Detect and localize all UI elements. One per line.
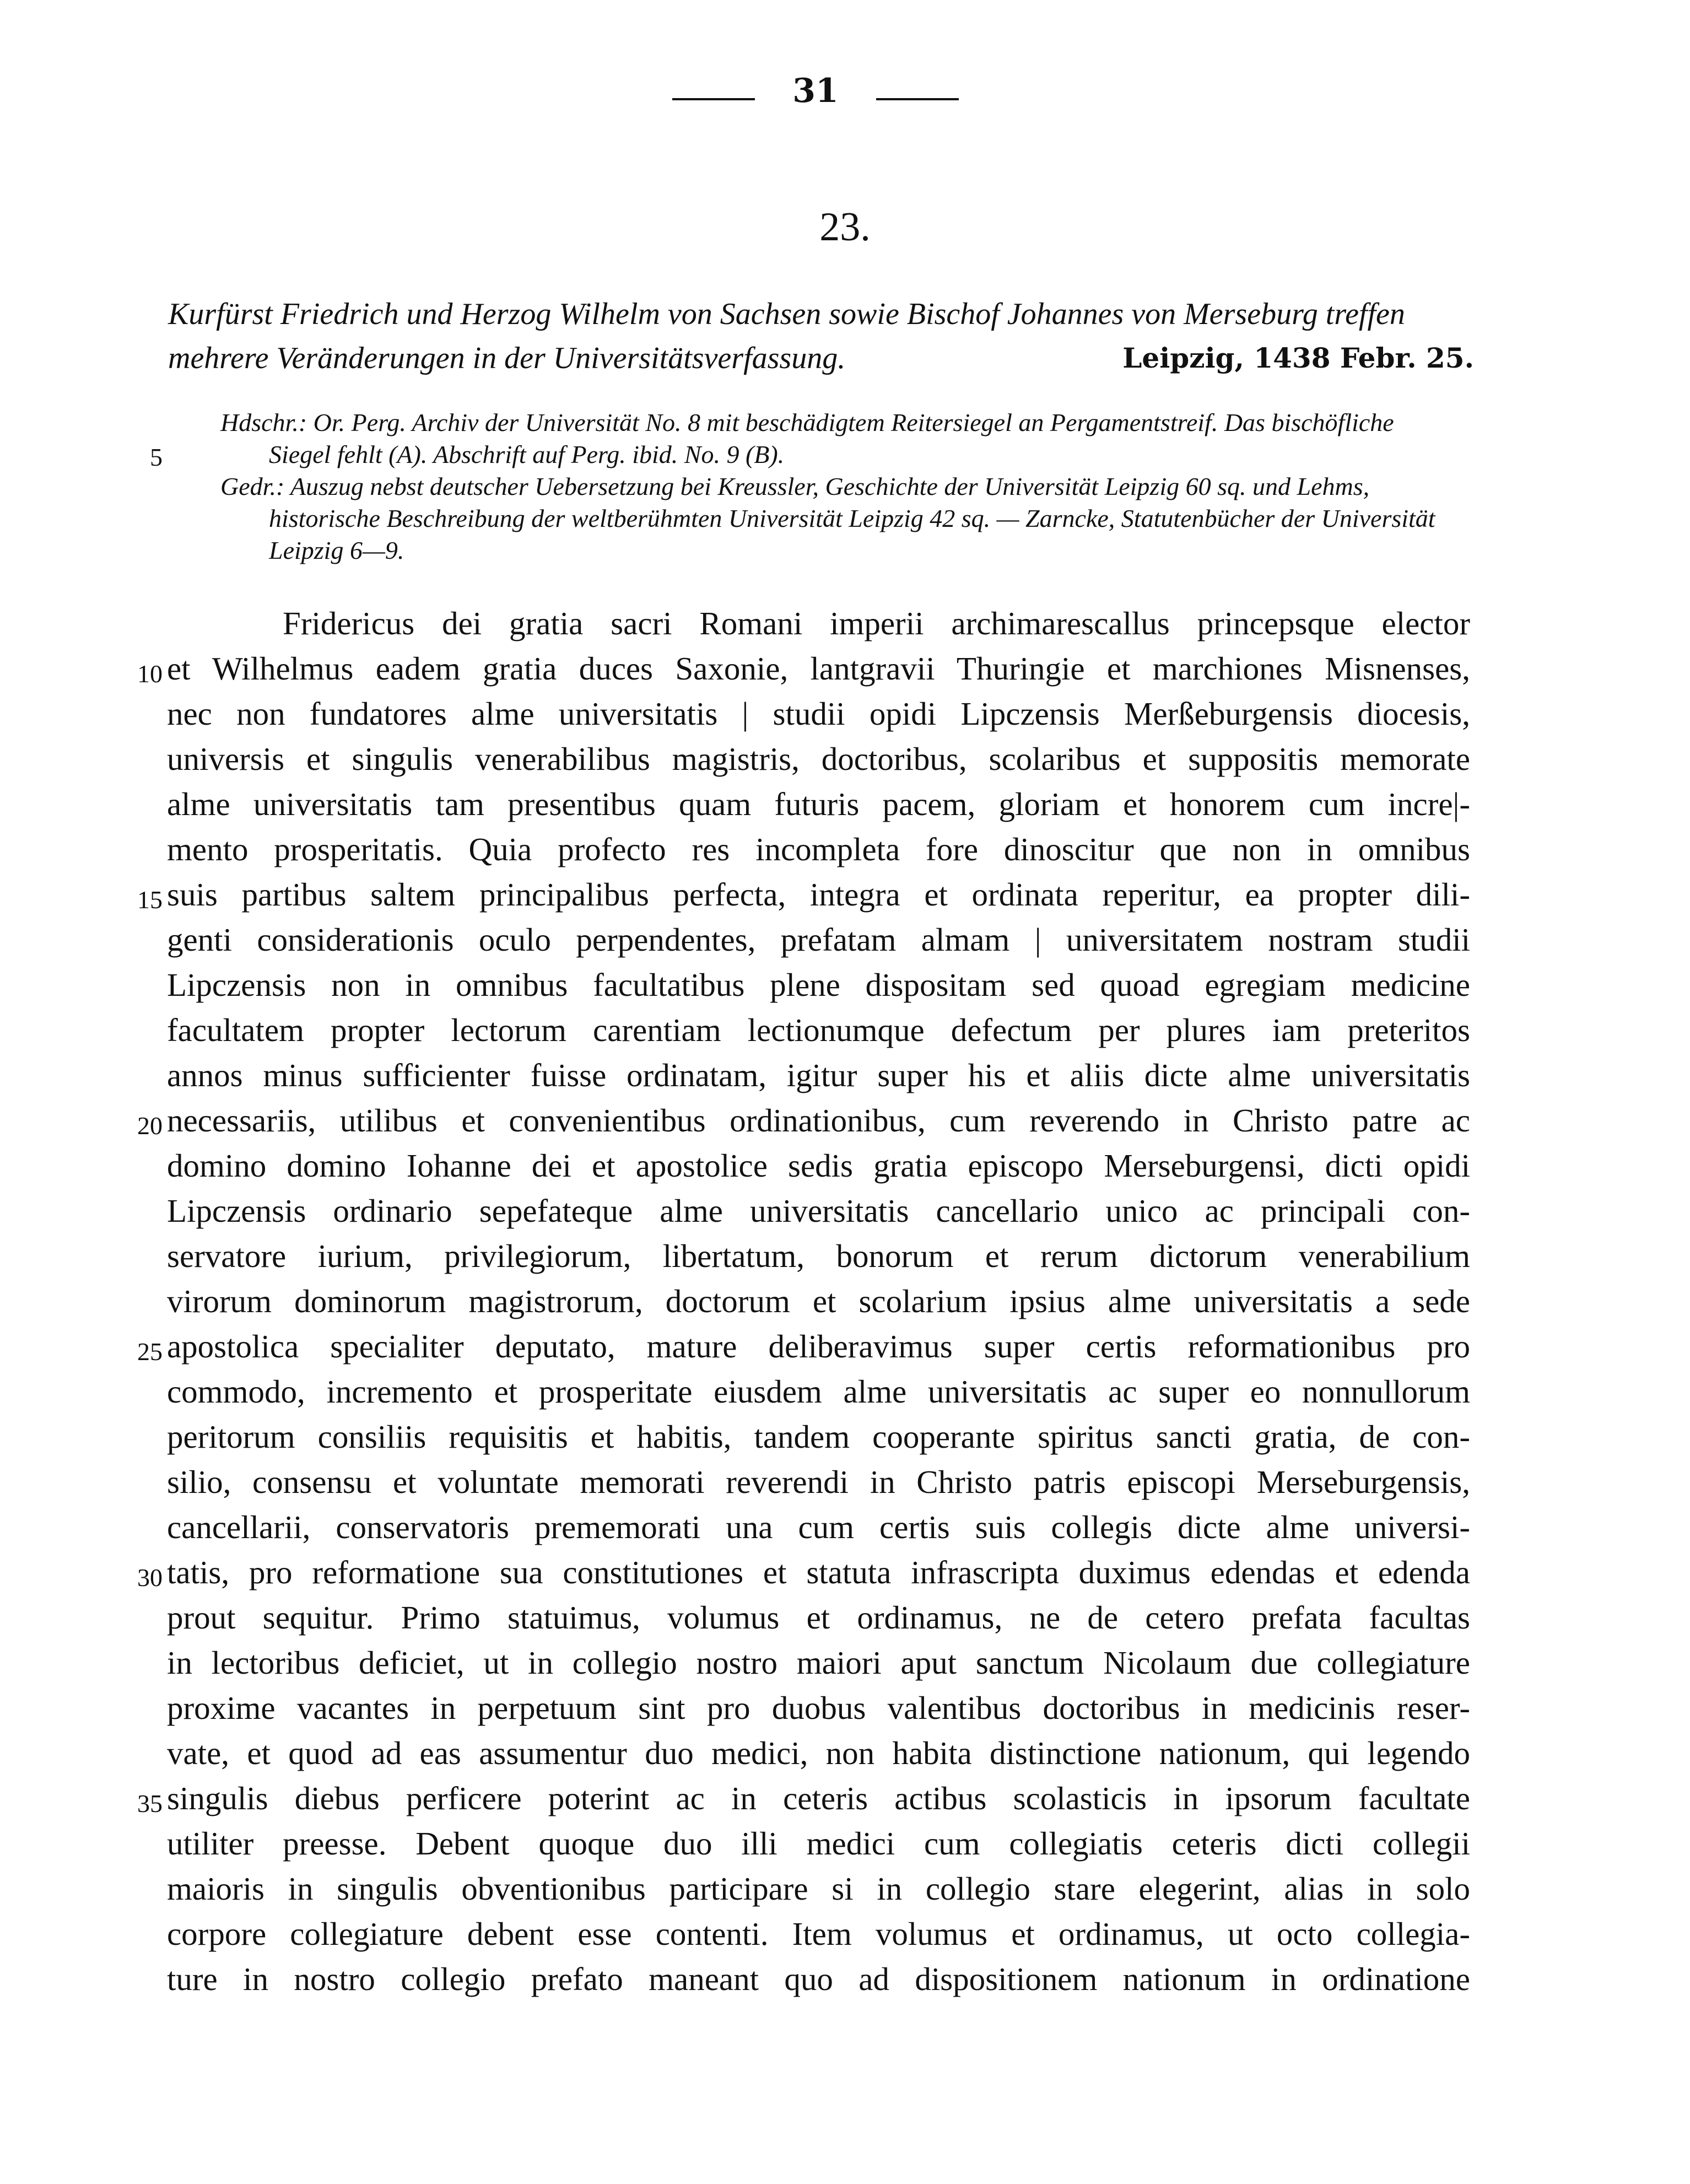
text-line: prout sequitur. Primo statuimus, volumus et ordinamus, ne de cetero prefata facultas — [167, 1599, 1470, 1636]
document-title — [168, 292, 1474, 380]
text-line: universis et singulis venerabilibus magistris, doctoribus, scolaribus et suppositis memorate — [167, 741, 1470, 777]
title-line-2: mehrere Veränderungen in der Universitätsverfassung. — [168, 341, 846, 375]
text-line: tatis, pro reformatione sua constitutiones et statuta infrascripta duximus edendas et edenda — [167, 1554, 1470, 1590]
text-line: proxime vacantes in perpetuum sint pro duobus valentibus doctoribus in medicinis reser- — [167, 1690, 1470, 1726]
line-number-15: 15 — [137, 886, 163, 914]
text-line: facultatem propter lectorum carentiam lectionumque defectum per plures iam preteritos — [167, 1012, 1470, 1048]
source-line: historische Beschreibung der weltberühmten Universität Leipzig 42 sq. — Zarncke, Statutenbücher der Universität — [269, 504, 1435, 532]
document-number: 23. — [819, 204, 871, 250]
line-number-35: 35 — [137, 1789, 163, 1818]
line-number-20: 20 — [137, 1112, 163, 1140]
line-number-30: 30 — [137, 1563, 163, 1592]
text-line: Lipczensis non in omnibus facultatibus plene dispositam sed quoad egregiam medicine — [167, 967, 1470, 1003]
text-line: peritorum consiliis requisitis et habitis, tandem cooperante spiritus sancti gratia, de con- — [167, 1419, 1470, 1455]
text-line: vate, et quod ad eas assumentur duo medici, non habita distinctione nationum, qui legendo — [167, 1735, 1470, 1771]
document-date: Leipzig, 1438 Febr. 25. — [1122, 342, 1474, 374]
text-line: commodo, incremento et prosperitate eiusdem alme universitatis ac super eo nonnullorum — [167, 1373, 1470, 1410]
title-line-2-row — [168, 336, 1474, 380]
line-number-25: 25 — [137, 1338, 163, 1366]
source-line: Siegel fehlt (A). Abschrift auf Perg. ibid. No. 9 (B). — [269, 440, 785, 468]
text-line: apostolica specialiter deputato, mature deliberavimus super certis reformationibus pro — [167, 1328, 1470, 1365]
text-line: Lipczensis ordinario sepefateque alme universitatis cancellario unico ac principali con- — [167, 1193, 1470, 1229]
text-line: in lectoribus deficiet, ut in collegio nostro maiori aput sanctum Nicolaum due collegiature — [167, 1644, 1470, 1681]
text-line: singulis diebus perficere poterint ac in ceteris actibus scolasticis in ipsorum facultate — [167, 1780, 1470, 1816]
page-number: 31 — [792, 72, 839, 110]
source-notes — [220, 407, 1466, 567]
text-line: cancellarii, conservatoris prememorati una cum certis suis collegis dicte alme universi- — [167, 1509, 1470, 1545]
text-line: corpore collegiature debent esse contenti. Item volumus et ordinamus, ut octo collegia- — [167, 1916, 1470, 1952]
line-number-10: 10 — [137, 660, 163, 688]
text-line: utiliter preesse. Debent quoque duo illi medici cum collegiatis ceteris dicti collegii — [167, 1825, 1470, 1862]
text-line: necessariis, utilibus et convenientibus ordinationibus, cum reverendo in Christo patre ac — [167, 1102, 1470, 1139]
source-line: Gedr.: Auszug nebst deutscher Uebersetzung bei Kreussler, Geschichte der Universität Leipzig 60 sq. und Lehms, — [220, 472, 1370, 500]
title-line-1: Kurfürst Friedrich und Herzog Wilhelm von Sachsen sowie Bischof Johannes von Merseburg treffen — [168, 297, 1405, 331]
text-line: suis partibus saltem principalibus perfecta, integra et ordinata reperitur, ea propter dili- — [167, 876, 1470, 913]
text-line: mento prosperitatis. Quia profecto res incompleta fore dinoscitur que non in omnibus — [167, 831, 1470, 867]
line-number-5: 5 — [150, 443, 163, 471]
text-line: annos minus sufficienter fuisse ordinatam, igitur super his et aliis dicte alme universitatis — [167, 1057, 1470, 1093]
text-line: alme universitatis tam presentibus quam futuris pacem, gloriam et honorem cum incre|- — [167, 786, 1470, 822]
text-line: nec non fundatores alme universitatis | studii opidi Lipczensis Merßeburgensis diocesis, — [167, 695, 1470, 732]
text-line: ture in nostro collegio prefato maneant quo ad dispositionem nationum in ordinatione — [167, 1961, 1470, 1997]
header-rule-right — [876, 98, 959, 100]
charter-text — [167, 601, 1470, 2002]
text-line: genti considerationis oculo perpendentes, prefatam almam | universitatem nostram studii — [167, 921, 1470, 958]
source-line: Leipzig 6—9. — [269, 536, 404, 564]
text-line: et Wilhelmus eadem gratia duces Saxonie, lantgravii Thuringie et marchiones Misnenses, — [167, 650, 1470, 687]
text-line: maioris in singulis obventionibus participare si in collegio stare elegerint, alias in solo — [167, 1870, 1470, 1907]
text-line: virorum dominorum magistrorum, doctorum et scolarium ipsius alme universitatis a sede — [167, 1283, 1470, 1319]
text-line: domino domino Iohanne dei et apostolice sedis gratia episcopo Merseburgensi, dicti opidi — [167, 1147, 1470, 1184]
text-line: silio, consensu et voluntate memorati reverendi in Christo patris episcopi Merseburgensis, — [167, 1464, 1470, 1500]
header-rule-left — [672, 98, 755, 100]
text-line: servatore iurium, privilegiorum, libertatum, bonorum et rerum dictorum venerabilium — [167, 1238, 1470, 1274]
page-header — [672, 72, 959, 121]
source-line: Hdschr.: Or. Perg. Archiv der Universität No. 8 mit beschädigtem Reitersiegel an Pergamentstreif. Das bischöfliche — [220, 408, 1394, 436]
text-line: Fridericus dei gratia sacri Romani imperii archimarescallus princepsque elector — [283, 605, 1470, 641]
